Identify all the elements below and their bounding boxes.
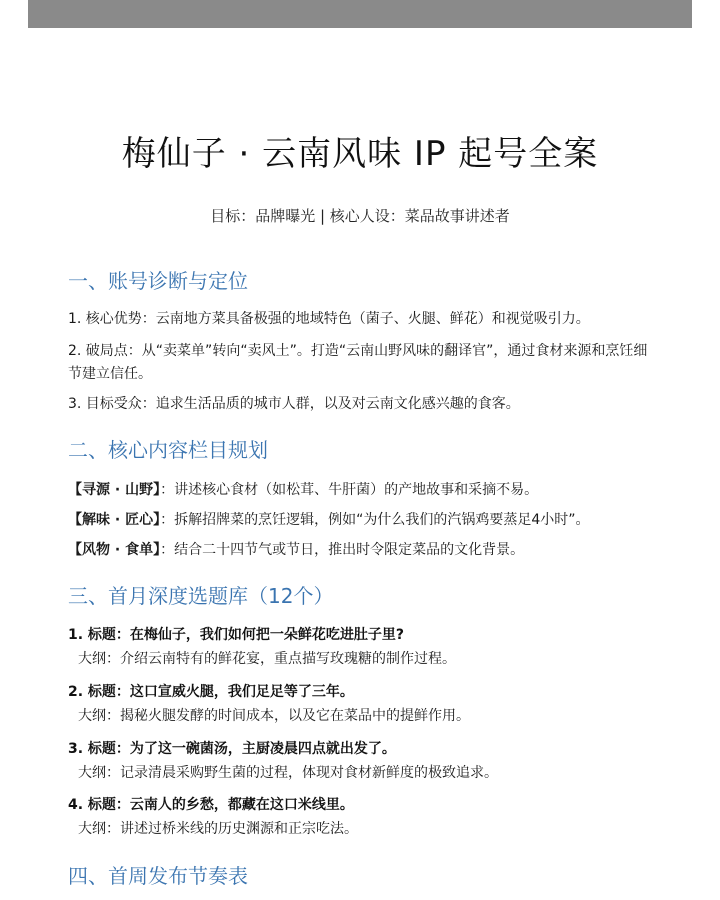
column-tag: 【寻源 · 山野】 <box>68 482 161 498</box>
document-title: 梅仙子 · 云南风味 IP 起号全案 <box>121 134 599 174</box>
document-subtitle: 目标：品牌曝光 | 核心人设：菜品故事讲述者 <box>210 207 510 225</box>
topic-outline-1: 大纲：介绍云南特有的鲜花宴，重点描写玫瑰糖的制作过程。 <box>78 651 456 667</box>
section-heading-3: 三、首月深度选题库（12个） <box>68 584 334 608</box>
column-desc: ：结合二十四节气或节日，推出时令限定菜品的文化背景。 <box>160 542 525 558</box>
topic-title-1: 1. 标题：在梅仙子，我们如何把一朵鲜花吃进肚子里? <box>68 627 405 643</box>
column-item-3 <box>68 539 658 562</box>
column-tag: 【风物 · 食单】 <box>68 542 161 558</box>
column-item-1 <box>68 479 658 502</box>
section-heading-2: 二、核心内容栏目规划 <box>68 438 268 462</box>
top-bar <box>28 0 692 28</box>
section-heading-4: 四、首周发布节奏表 <box>68 864 248 888</box>
document-page <box>0 28 720 900</box>
column-desc: ：讲述核心食材（如松茸、牛肝菌）的产地故事和采摘不易。 <box>160 482 539 498</box>
section-heading-1: 一、账号诊断与定位 <box>68 269 248 293</box>
section1-item-3: 3. 目标受众：追求生活品质的城市人群，以及对云南文化感兴趣的食客。 <box>68 396 520 412</box>
column-desc: ：拆解招牌菜的烹饪逻辑，例如“为什么我们的汽锅鸡要蒸足4小时”。 <box>160 512 590 528</box>
topic-outline-2: 大纲：揭秘火腿发酵的时间成本，以及它在菜品中的提鲜作用。 <box>78 708 470 724</box>
topic-title-4: 4. 标题：云南人的乡愁，都藏在这口米线里。 <box>68 797 354 813</box>
topic-title-3: 3. 标题：为了这一碗菌汤，主厨凌晨四点就出发了。 <box>68 741 396 757</box>
topic-outline-4: 大纲：讲述过桥米线的历史渊源和正宗吃法。 <box>78 821 358 837</box>
section1-item-1: 1. 核心优势：云南地方菜具备极强的地域特色（菌子、火腿、鲜花）和视觉吸引力。 <box>68 311 590 327</box>
section1-item-2: 2. 破局点：从“卖菜单”转向“卖风土”。打造“云南山野风味的翻译官”，通过食材来源和烹饪细节建立信任。 <box>68 343 648 382</box>
column-item-2 <box>68 509 658 532</box>
topic-outline-3: 大纲：记录清晨采购野生菌的过程，体现对食材新鲜度的极致追求。 <box>78 765 498 781</box>
column-tag: 【解味 · 匠心】 <box>68 512 161 528</box>
topic-title-2: 2. 标题：这口宣威火腿，我们足足等了三年。 <box>68 684 354 700</box>
